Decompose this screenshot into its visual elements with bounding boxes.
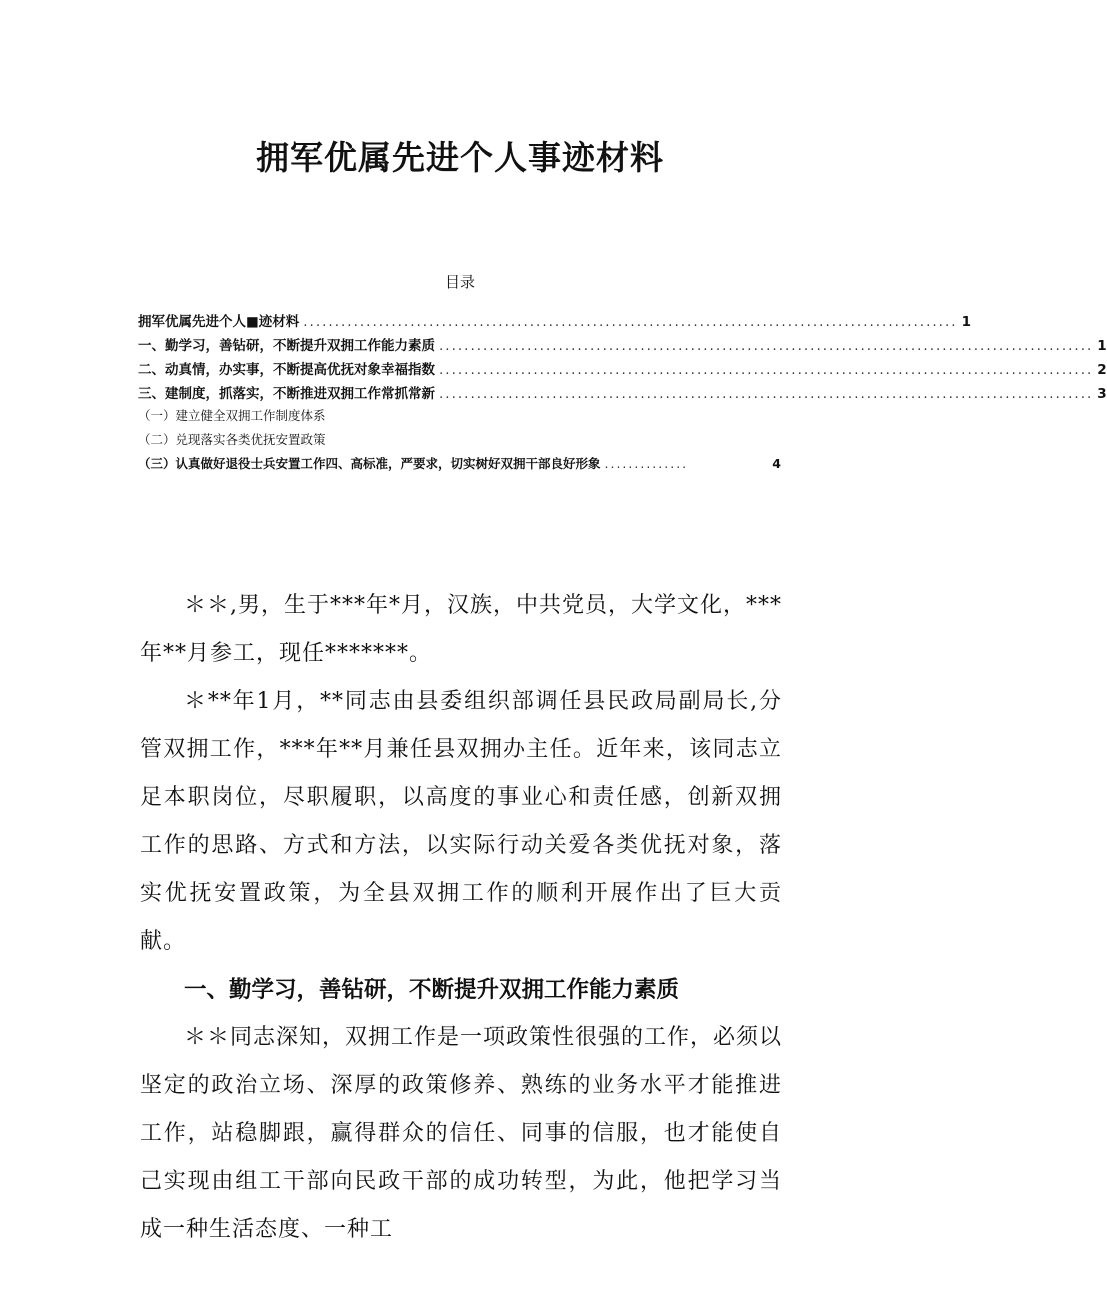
toc-entry-text: 三、建制度，抓落实，不断推进双拥工作常抓常新 bbox=[138, 386, 435, 402]
toc-entry[interactable] bbox=[138, 430, 781, 454]
toc-entry-page: 3 bbox=[1097, 386, 1107, 402]
toc-entry-text: 一、勤学习，善钻研，不断提升双拥工作能力素质 bbox=[138, 338, 435, 354]
toc-entry-text: （一）建立健全双拥工作制度体系 bbox=[138, 408, 326, 423]
toc-entry[interactable] bbox=[138, 454, 781, 478]
document-title: 拥军优属先进个人事迹材料 bbox=[256, 138, 664, 177]
toc-leader-dots: ........................................................................................................ bbox=[439, 362, 1094, 378]
toc-entry-page: 1 bbox=[1097, 338, 1107, 354]
toc-entry-text: 二、动真情，办实事，不断提高优抚对象幸福指数 bbox=[138, 362, 435, 378]
body-paragraph: ＊**年1月，**同志由县委组织部调任县民政局副局长,分管双拥工作，***年**月兼任县双拥办主任。近年来，该同志立足本职岗位，尽职履职，以高度的事业心和责任感，创新双拥工作的思路、方式和方法，以实际行动关爱各类优抚对象，落实优抚安置政策，为全县双拥工作的顺利开展作出了巨大贡献。 bbox=[140, 689, 782, 954]
toc-entry-text: （二）兑现落实各类优抚安置政策 bbox=[138, 432, 326, 447]
toc-entry-page: 1 bbox=[961, 314, 971, 330]
toc-entry[interactable] bbox=[138, 382, 1107, 406]
toc-leader-dots: .............. bbox=[604, 456, 689, 471]
toc-entry[interactable] bbox=[138, 334, 1107, 358]
body-paragraph: ＊＊同志深知，双拥工作是一项政策性很强的工作，必须以坚定的政治立场、深厚的政策修养、熟练的业务水平才能推进工作，站稳脚跟，赢得群众的信任、同事的信服，也才能使自己实现由组工干部向民政干部的成功转型，为此，他把学习当成一种生活态度、一种工 bbox=[140, 1025, 783, 1242]
toc-entry-text: （三）认真做好退役士兵安置工作四、高标准，严要求，切实树好双拥干部良好形象 bbox=[138, 456, 601, 471]
toc-entry-page: 2 bbox=[1097, 362, 1107, 378]
toc-entry[interactable] bbox=[138, 310, 971, 334]
toc-leader-dots: ........................................................................................................ bbox=[439, 386, 1094, 402]
toc-heading: 目录 bbox=[444, 273, 475, 291]
toc-entry[interactable] bbox=[138, 406, 781, 430]
toc-entry-text: 拥军优属先进个人■迹材料 bbox=[138, 314, 300, 330]
toc-leader-dots: ........................................................................................................ bbox=[439, 338, 1094, 354]
document-body bbox=[140, 582, 782, 1254]
table-of-contents bbox=[138, 310, 1107, 478]
toc-entry[interactable] bbox=[138, 358, 1107, 382]
section-heading: 一、勤学习，善钻研，不断提升双拥工作能力素质 bbox=[184, 977, 680, 1003]
body-paragraph: ＊＊,男，生于***年*月，汉族，中共党员，大学文化，***年**月参工，现任*******。 bbox=[140, 593, 782, 666]
toc-leader-dots: ........................................................................................................ bbox=[303, 314, 958, 330]
toc-entry-page: 4 bbox=[772, 456, 781, 471]
